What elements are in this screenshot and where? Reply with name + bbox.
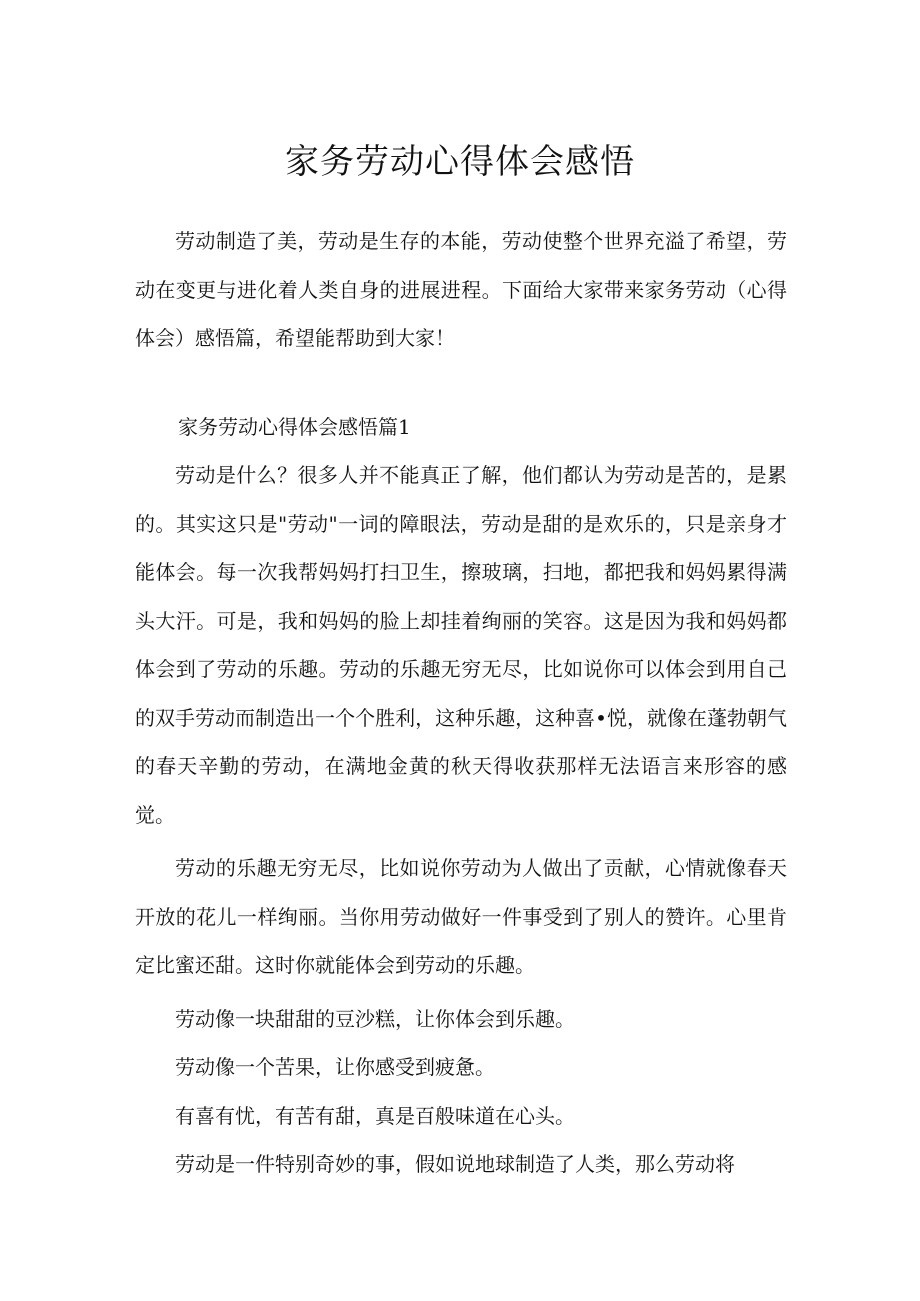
document-title: 家务劳动心得体会感悟 <box>285 142 635 182</box>
section-heading: 家务劳动心得体会感悟篇1 <box>178 415 411 439</box>
intro-paragraph: 劳动制造了美，劳动是生存的本能，劳动使整个世界充溢了希望，劳动在变更与进化着人类自身的进展进程。下面给大家带来家务劳动（心得体会）感悟篇，希望能帮助到大家！ <box>135 229 787 350</box>
paragraph: 劳动的乐趣无穷无尽，比如说你劳动为人做出了贡献，心情就像春天开放的花儿一样绚丽。当你用劳动做好一件事受到了别人的赞许。心里肯定比蜜还甜。这时你就能体会到劳动的乐趣。 <box>135 856 787 977</box>
section-content <box>135 451 787 1189</box>
paragraph: 劳动像一个苦果，让你感受到疲惫。 <box>175 1055 495 1079</box>
paragraph: 有喜有忧，有苦有甜，真是百般味道在心头。 <box>175 1103 575 1128</box>
intro-section <box>135 217 787 363</box>
paragraph: 劳动像一块甜甜的豆沙糕，让你体会到乐趣。 <box>175 1006 575 1031</box>
paragraph: 劳动是什么？很多人并不能真正了解，他们都认为劳动是苦的，是累的。其实这只是"劳动"一词的障眼法，劳动是甜的是欢乐的，只是亲身才能体会。每一次我帮妈妈打扫卫生，擦玻璃，扫地，都把我和妈妈累得满头大汗。可是，我和妈妈的脸上却挂着绚丽的笑容。这是因为我和妈妈都体会到了劳动的乐趣。劳动的乐趣无穷无尽，比如说你可以体会到用自己的双手劳动而制造出一个个胜利，这种乐趣，这种喜•悦，就像在蓬勃朝气的春天辛勤的劳动，在满地金黄的秋天得收获那样无法语言来形容的感觉。 <box>135 463 787 827</box>
paragraph: 劳动是一件特别奇妙的事，假如说地球制造了人类，那么劳动将 <box>175 1152 735 1176</box>
